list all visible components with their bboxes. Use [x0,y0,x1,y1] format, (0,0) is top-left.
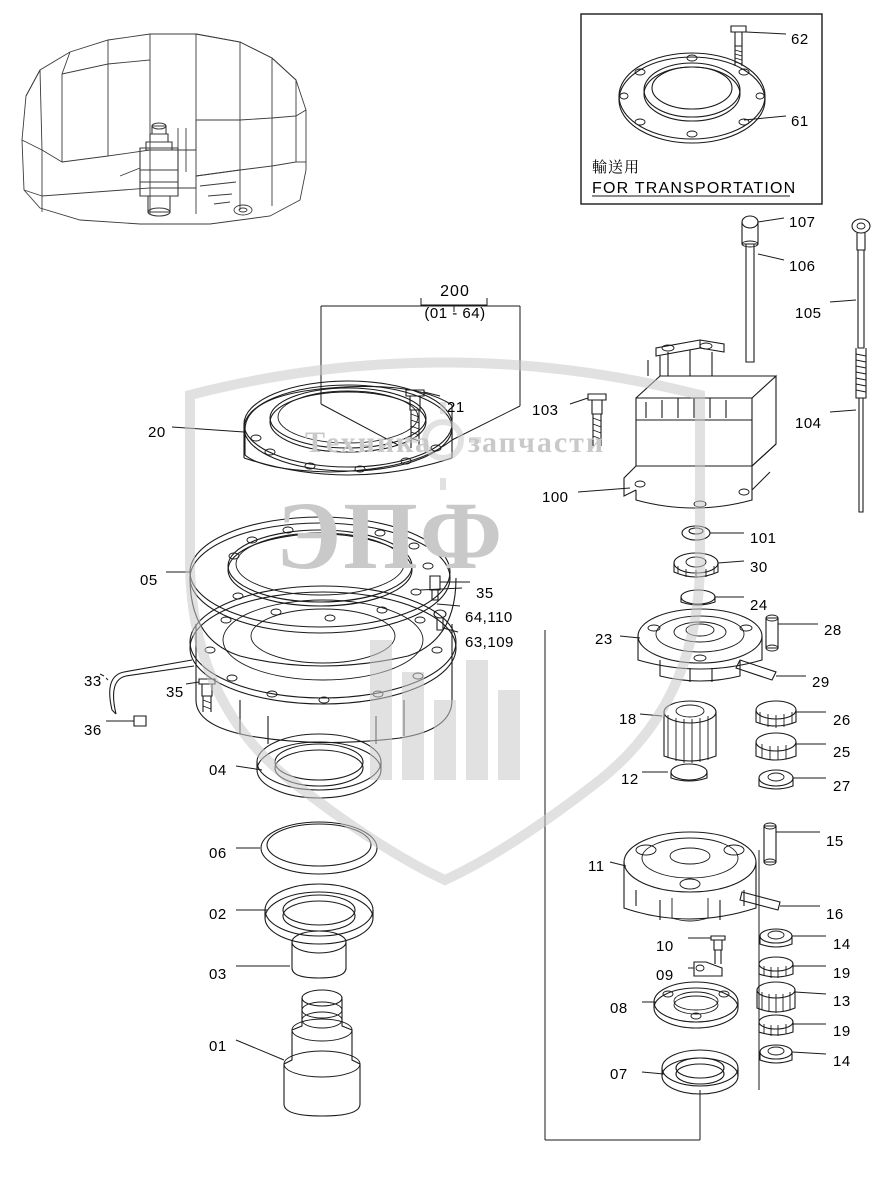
part-30-gear [674,553,744,578]
watermark-text-line1: Техника [305,426,432,459]
callout-36: 36 [84,722,102,739]
callout-33: 33 [84,673,102,690]
callout-08: 08 [610,1000,628,1017]
machine-illustration [22,34,306,224]
callout-19-upper: 19 [833,965,851,982]
parts-107-106-dipstick [742,216,784,362]
callout-06: 06 [209,845,227,862]
callout-09: 09 [656,967,674,984]
callout-35-upper: 35 [476,585,494,602]
part-08-flange [642,982,738,1028]
callout-103: 103 [532,402,559,419]
watermark-letters: ЭПФ [276,482,505,589]
part-18-pinion-gear [640,701,716,763]
part-09-bracket [688,962,722,976]
part-11-planet-carrier [610,832,756,921]
callout-14-lower: 14 [833,1053,851,1070]
part-100-swing-motor [578,340,776,508]
part-03-collar [236,931,346,978]
transport-en-label: FOR TRANSPORTATION [592,180,797,197]
part-14-nut-lower [760,1045,826,1063]
callout-11: 11 [588,858,605,875]
callout-29: 29 [812,674,830,691]
callout-35-lower: 35 [166,684,184,701]
part-27-nut [759,770,826,789]
part-26-bearing [756,701,826,728]
part-02-seal [236,884,373,944]
watermark-text-line2: запчасти [468,426,606,459]
parts-105-104-gauge-rod [830,219,870,512]
callout-12: 12 [621,771,639,788]
part-23-reduction-housing [620,609,762,682]
part-24-plug [681,590,744,605]
callout-04: 04 [209,762,227,779]
callout-14-upper: 14 [833,936,851,953]
callout-61: 61 [791,113,809,130]
callout-18: 18 [619,711,637,728]
callout-63-109: 63,109 [465,634,514,651]
part-101-washer [682,526,744,540]
callout-26: 26 [833,712,851,729]
group-label-200 [414,283,496,322]
part-01-shaft [236,990,360,1116]
bolt-35-lower [186,679,215,712]
callout-23: 23 [595,631,613,648]
part-10-bolt [688,936,725,964]
part-13-gear [757,982,826,1013]
part-16-pin [740,892,820,910]
callout-01: 01 [209,1038,227,1055]
callout-25: 25 [833,744,851,761]
callout-13: 13 [833,993,851,1010]
group-label-number: 200 [440,283,470,300]
callout-62: 62 [791,31,809,48]
callout-106: 106 [789,258,816,275]
part-04-oil-seal [236,734,381,798]
callout-27: 27 [833,778,851,795]
transport-jp-label: 輸送用 [592,159,641,176]
callout-20: 20 [148,424,166,441]
callout-24: 24 [750,597,768,614]
callout-64-110: 64,110 [465,609,513,626]
callout-21: 21 [447,399,465,416]
part-07-bearing [642,1050,738,1094]
callout-16: 16 [826,906,844,923]
callout-05: 05 [140,572,158,589]
part-28-pin [766,615,818,651]
part-15-pin [764,823,820,865]
callout-30: 30 [750,559,768,576]
callout-10: 10 [656,938,674,955]
group-label-range: (01 - 64) [424,305,486,322]
callout-02: 02 [209,906,227,923]
callout-03: 03 [209,966,227,983]
callout-105: 105 [795,305,822,322]
callout-107: 107 [789,214,816,231]
part-25-bearing [756,733,826,760]
part-19-bearing-upper [759,957,826,978]
part-19-bearing-lower [759,1015,826,1036]
callout-104: 104 [795,415,822,432]
callout-100: 100 [542,489,569,506]
callout-101: 101 [750,530,777,547]
part-29-pin [736,660,806,680]
part-12-washer [642,764,707,781]
part-14-nut-upper [760,929,826,947]
callout-28: 28 [824,622,842,639]
part-06-oring [236,822,377,874]
callout-15: 15 [826,833,844,850]
callout-19-lower: 19 [833,1023,851,1040]
callout-07: 07 [610,1066,628,1083]
nut-36 [106,716,146,726]
